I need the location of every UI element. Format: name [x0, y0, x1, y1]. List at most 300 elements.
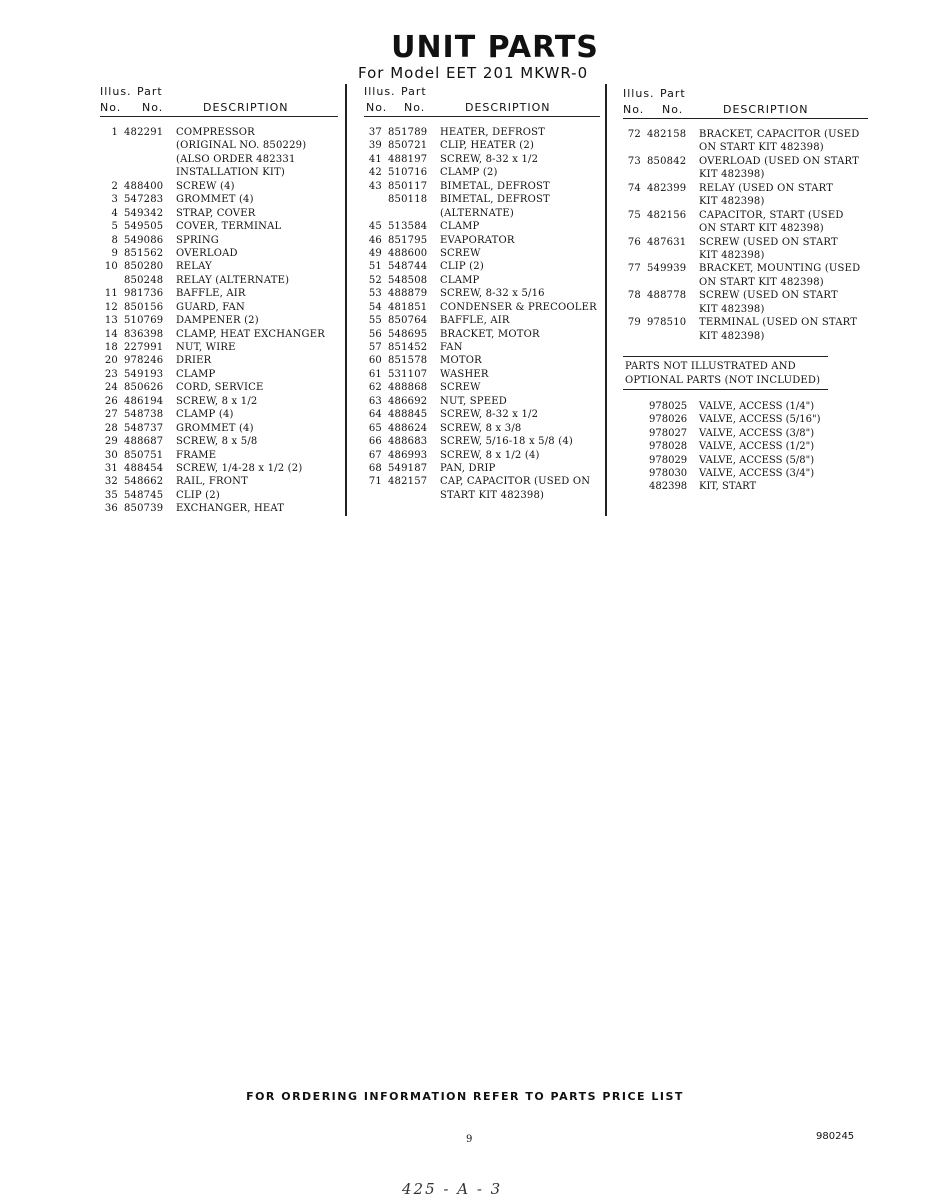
- part-description: BRACKET, MOTOR: [440, 328, 540, 340]
- illus-number: 31: [104, 462, 118, 474]
- illus-number: 68: [368, 462, 382, 474]
- table-row: [100, 220, 338, 233]
- parts-list: [100, 126, 338, 516]
- table-row: [100, 408, 338, 421]
- table-row: [364, 314, 600, 327]
- part-description: GROMMET (4): [176, 194, 254, 206]
- table-row: [623, 480, 863, 493]
- table-row: [364, 449, 600, 462]
- column-divider: [345, 84, 347, 516]
- part-description: VALVE, ACCESS (3/4"): [699, 467, 815, 479]
- part-number: 486993: [388, 449, 428, 461]
- column-header: [623, 84, 868, 119]
- part-description: SCREW (USED ON START: [699, 290, 838, 302]
- part-number: 510716: [388, 167, 428, 179]
- part-number: 851578: [388, 355, 428, 367]
- part-description: CLAMP (2): [440, 167, 498, 179]
- part-number: 548738: [124, 409, 164, 421]
- table-row: [623, 440, 863, 453]
- part-header-top: Part: [137, 85, 163, 98]
- part-number: 851452: [388, 342, 428, 353]
- part-number: 488879: [388, 288, 428, 300]
- model-subtitle: For Model EET 201 MKWR-0: [358, 64, 589, 82]
- table-row: [623, 222, 868, 235]
- table-row: [623, 316, 868, 329]
- part-description: BAFFLE, AIR: [176, 288, 246, 300]
- illus-number: 18: [104, 342, 118, 353]
- column-divider: [605, 84, 607, 516]
- table-row: [100, 462, 338, 475]
- part-number: 978028: [649, 441, 688, 453]
- part-description: OVERLOAD (USED ON START: [699, 155, 859, 167]
- part-description: CLAMP: [440, 274, 480, 286]
- table-row: [623, 454, 863, 467]
- part-description: SCREW, 8 x 3/8: [440, 422, 522, 434]
- part-description: SCREW: [440, 382, 481, 394]
- part-description: COMPRESSOR: [176, 127, 255, 138]
- table-row: [100, 207, 338, 220]
- optional-parts-title: [623, 356, 828, 390]
- part-header-top: Part: [660, 87, 686, 100]
- table-row: [100, 489, 338, 502]
- part-number: 488197: [388, 153, 428, 165]
- part-description: SCREW, 5/16-18 x 5/8 (4): [440, 436, 574, 448]
- illus-number: 64: [368, 409, 382, 421]
- part-description: KIT, START: [699, 481, 757, 493]
- illus-number: 3: [111, 194, 118, 206]
- table-row: [100, 354, 338, 367]
- part-description: PAN, DRIP: [440, 462, 496, 474]
- part-description: ON START KIT 482398): [699, 142, 824, 154]
- table-row: [364, 489, 600, 502]
- illus-number: 75: [627, 209, 641, 221]
- part-number: 851789: [388, 127, 428, 138]
- table-row: [100, 301, 338, 314]
- part-description: CLAMP: [440, 221, 480, 233]
- illus-number: 57: [368, 342, 382, 353]
- part-description: VALVE, ACCESS (1/4"): [699, 401, 815, 412]
- table-row: [364, 354, 600, 367]
- part-description: BIMETAL, DEFROST: [440, 194, 550, 206]
- illus-header-bottom: No.: [623, 103, 645, 116]
- part-description: SCREW (USED ON START: [699, 236, 838, 248]
- illus-number: 32: [104, 476, 118, 488]
- part-number: 488845: [388, 409, 428, 421]
- illus-number: 4: [111, 207, 118, 219]
- page-number: 9: [466, 1134, 473, 1145]
- part-number: 978029: [649, 454, 688, 466]
- table-row: [364, 422, 600, 435]
- part-description: FAN: [440, 342, 463, 353]
- table-row: [364, 207, 600, 220]
- part-header-bottom: No.: [662, 103, 684, 116]
- part-header-bottom: No.: [404, 101, 426, 114]
- parts-list: [623, 128, 868, 343]
- illus-number: 43: [368, 180, 382, 192]
- part-description: SPRING: [176, 234, 219, 246]
- table-row: [100, 180, 338, 193]
- part-description: START KIT 482398): [440, 489, 545, 501]
- illus-number: 12: [104, 301, 118, 313]
- illus-number: 77: [627, 263, 641, 275]
- part-description: CLAMP (4): [176, 409, 234, 421]
- part-number: 548745: [124, 489, 164, 501]
- part-description: CAP, CAPACITOR (USED ON: [440, 476, 591, 488]
- illus-number: 14: [104, 328, 118, 340]
- illus-number: 5: [111, 221, 118, 233]
- part-description: CLAMP: [176, 368, 216, 380]
- column-header: [100, 82, 338, 117]
- part-number: 488778: [647, 290, 687, 302]
- part-description: VALVE, ACCESS (1/2"): [699, 441, 815, 453]
- table-row: [100, 422, 338, 435]
- illus-number: 36: [104, 503, 118, 515]
- part-description: KIT 482398): [699, 330, 765, 342]
- part-number: 482158: [647, 129, 687, 140]
- part-description: RELAY (USED ON START: [699, 182, 834, 194]
- part-description: CLIP (2): [176, 489, 220, 501]
- part-description: KIT 482398): [699, 196, 765, 208]
- part-description: SCREW, 1/4-28 x 1/2 (2): [176, 462, 303, 474]
- part-number: 547283: [124, 194, 164, 206]
- part-number: 978027: [649, 427, 688, 439]
- illus-number: 72: [627, 129, 641, 140]
- part-description: RAIL, FRONT: [176, 476, 248, 488]
- illus-number: 79: [627, 317, 641, 329]
- part-description: COVER, TERMINAL: [176, 221, 282, 233]
- illus-number: 63: [368, 395, 382, 407]
- part-number: 850156: [124, 301, 164, 313]
- part-number: 487631: [647, 236, 687, 248]
- part-number: 482156: [647, 209, 687, 221]
- illus-number: 35: [104, 489, 118, 501]
- part-number: 850842: [647, 155, 687, 167]
- part-number: 481851: [388, 301, 428, 313]
- table-row: [364, 287, 600, 300]
- part-number: 488868: [388, 382, 428, 394]
- part-number: 549193: [124, 368, 164, 380]
- description-header: DESCRIPTION: [465, 101, 551, 114]
- part-description: ON START KIT 482398): [699, 276, 824, 288]
- part-number: 482291: [124, 127, 164, 138]
- part-description: INSTALLATION KIT): [176, 167, 285, 179]
- table-row: [364, 301, 600, 314]
- part-number: 981736: [124, 288, 164, 300]
- table-row: [364, 234, 600, 247]
- illus-number: 76: [627, 236, 641, 248]
- table-row: [623, 467, 863, 480]
- part-description: BAFFLE, AIR: [440, 315, 510, 327]
- table-row: [623, 289, 868, 302]
- part-description: VALVE, ACCESS (5/8"): [699, 454, 815, 466]
- illus-header-top: Illus.: [364, 85, 396, 98]
- part-number: 488683: [388, 436, 428, 448]
- table-row: [100, 475, 338, 488]
- illus-number: 41: [368, 153, 382, 165]
- part-number: 549342: [124, 207, 164, 219]
- table-row: [364, 153, 600, 166]
- part-number: 227991: [124, 342, 164, 353]
- part-number: 850721: [388, 140, 428, 152]
- part-description: KIT 482398): [699, 303, 765, 315]
- illus-number: 74: [627, 182, 641, 194]
- part-number: 510769: [124, 315, 164, 327]
- description-header: DESCRIPTION: [203, 101, 289, 114]
- illus-number: 10: [104, 261, 118, 273]
- illus-number: 49: [368, 247, 382, 259]
- illus-header-top: Illus.: [623, 87, 655, 100]
- part-number: 488454: [124, 462, 164, 474]
- part-description: BIMETAL, DEFROST: [440, 180, 550, 192]
- part-description: RELAY: [176, 261, 212, 273]
- illus-number: 24: [104, 382, 118, 394]
- part-number: 850764: [388, 315, 428, 327]
- illus-header-top: Illus.: [100, 85, 132, 98]
- table-row: [364, 435, 600, 448]
- handwritten-note: 425 - A - 3: [402, 1180, 503, 1198]
- part-number: 851562: [124, 247, 164, 259]
- table-row: [623, 262, 868, 275]
- part-number: 978025: [649, 401, 688, 412]
- part-number: 488400: [124, 180, 164, 192]
- part-description: SCREW, 8-32 x 5/16: [440, 288, 545, 300]
- table-row: [100, 287, 338, 300]
- illus-number: 66: [368, 436, 382, 448]
- illus-number: 9: [111, 247, 118, 259]
- part-description: CLAMP, HEAT EXCHANGER: [176, 328, 325, 340]
- part-description: BRACKET, MOUNTING (USED: [699, 263, 861, 275]
- table-row: [364, 274, 600, 287]
- illus-number: 27: [104, 409, 118, 421]
- ordering-footer: FOR ORDERING INFORMATION REFER TO PARTS PRICE LIST: [246, 1090, 684, 1103]
- part-number: 978510: [647, 317, 687, 329]
- column-header: [364, 82, 600, 117]
- part-number: 482398: [649, 481, 688, 493]
- table-row: [364, 408, 600, 421]
- table-row: [100, 247, 338, 260]
- part-header-top: Part: [401, 85, 427, 98]
- optional-parts-title-line1: PARTS NOT ILLUSTRATED AND: [625, 361, 796, 372]
- illus-number: 56: [368, 328, 382, 340]
- table-row: [100, 126, 338, 139]
- part-number: 548695: [388, 328, 428, 340]
- illus-number: 30: [104, 449, 118, 461]
- optional-parts-title-line2: OPTIONAL PARTS (NOT INCLUDED): [625, 374, 821, 386]
- part-number: 978026: [649, 414, 688, 426]
- illus-number: 1: [111, 127, 118, 138]
- illus-number: 2: [111, 180, 118, 192]
- table-row: [100, 449, 338, 462]
- part-number: 850118: [388, 194, 428, 206]
- part-description: GUARD, FAN: [176, 301, 245, 313]
- table-row: [364, 180, 600, 193]
- table-row: [100, 166, 338, 179]
- part-number: 978246: [124, 355, 164, 367]
- table-row: [100, 395, 338, 408]
- table-row: [100, 381, 338, 394]
- part-number: 549086: [124, 234, 164, 246]
- table-row: [623, 249, 868, 262]
- table-row: [623, 168, 868, 181]
- table-row: [100, 368, 338, 381]
- table-row: [364, 462, 600, 475]
- part-number: 850117: [388, 180, 428, 192]
- part-description: CAPACITOR, START (USED: [699, 209, 844, 221]
- illus-number: 8: [111, 234, 118, 246]
- optional-parts-list: [623, 400, 863, 494]
- table-row: [623, 195, 868, 208]
- illus-number: 45: [368, 221, 382, 233]
- part-number: 548744: [388, 261, 428, 273]
- part-number: 548737: [124, 422, 164, 434]
- illus-number: 61: [368, 368, 382, 380]
- illus-number: 60: [368, 355, 382, 367]
- table-row: [623, 400, 863, 413]
- part-description: SCREW (4): [176, 180, 235, 192]
- illus-number: 20: [104, 355, 118, 367]
- table-row: [364, 260, 600, 273]
- table-row: [100, 328, 338, 341]
- part-description: RELAY (ALTERNATE): [176, 274, 290, 286]
- part-number: 549187: [388, 462, 428, 474]
- parts-list: [364, 126, 600, 502]
- table-row: [364, 395, 600, 408]
- part-description: FRAME: [176, 449, 217, 461]
- table-row: [623, 182, 868, 195]
- table-row: [364, 341, 600, 354]
- part-number: 851795: [388, 234, 428, 246]
- part-number: 488624: [388, 422, 428, 434]
- table-row: [100, 153, 338, 166]
- table-row: [364, 328, 600, 341]
- table-row: [623, 413, 863, 426]
- page-title: UNIT PARTS: [391, 30, 599, 65]
- table-row: [623, 141, 868, 154]
- table-row: [623, 330, 868, 343]
- table-row: [623, 303, 868, 316]
- part-number: 548508: [388, 274, 428, 286]
- illus-number: 46: [368, 234, 382, 246]
- part-description: NUT, SPEED: [440, 395, 507, 407]
- illus-number: 23: [104, 368, 118, 380]
- illus-number: 54: [368, 301, 382, 313]
- illus-number: 52: [368, 274, 382, 286]
- table-row: [364, 220, 600, 233]
- table-row: [364, 381, 600, 394]
- table-row: [364, 166, 600, 179]
- illus-number: 13: [104, 315, 118, 327]
- illus-number: 62: [368, 382, 382, 394]
- part-number: 482157: [388, 476, 428, 488]
- part-description: SCREW: [440, 247, 481, 259]
- part-description: (ALTERNATE): [440, 207, 514, 219]
- part-number: 549939: [647, 263, 687, 275]
- part-description: GROMMET (4): [176, 422, 254, 434]
- part-description: (ALSO ORDER 482331: [176, 153, 296, 165]
- part-description: SCREW, 8-32 x 1/2: [440, 153, 539, 165]
- table-row: [623, 276, 868, 289]
- illus-number: 73: [627, 155, 641, 167]
- illus-number: 55: [368, 315, 382, 327]
- part-number: 513584: [388, 221, 428, 233]
- part-description: VALVE, ACCESS (5/16"): [699, 414, 821, 426]
- part-description: SCREW, 8-32 x 1/2: [440, 409, 539, 421]
- part-number: 836398: [124, 328, 164, 340]
- table-row: [623, 236, 868, 249]
- table-row: [100, 193, 338, 206]
- part-description: CLIP (2): [440, 261, 484, 273]
- document-number: 980245: [816, 1131, 855, 1142]
- part-description: DRIER: [176, 355, 212, 367]
- part-description: KIT 482398): [699, 249, 765, 261]
- illus-number: 53: [368, 288, 382, 300]
- part-description: STRAP, COVER: [176, 207, 256, 219]
- part-number: 488600: [388, 247, 428, 259]
- table-row: [100, 314, 338, 327]
- part-description: DAMPENER (2): [176, 315, 259, 327]
- part-number: 850280: [124, 261, 164, 273]
- part-number: 850626: [124, 382, 164, 394]
- part-number: 549505: [124, 221, 164, 233]
- part-description: WASHER: [440, 368, 489, 380]
- table-row: [100, 502, 338, 515]
- part-number: 850248: [124, 274, 164, 286]
- part-number: 488687: [124, 436, 164, 448]
- description-header: DESCRIPTION: [723, 103, 809, 116]
- optional-parts-section: [623, 356, 828, 493]
- part-description: SCREW, 8 x 1/2 (4): [440, 449, 540, 461]
- table-row: [623, 155, 868, 168]
- part-description: BRACKET, CAPACITOR (USED: [699, 129, 860, 140]
- table-row: [364, 139, 600, 152]
- table-row: [623, 128, 868, 141]
- part-description: ON START KIT 482398): [699, 223, 824, 235]
- part-header-bottom: No.: [142, 101, 164, 114]
- part-number: 531107: [388, 368, 428, 380]
- illus-number: 78: [627, 290, 641, 302]
- illus-number: 42: [368, 167, 382, 179]
- part-description: CORD, SERVICE: [176, 382, 264, 394]
- part-number: 850739: [124, 503, 164, 515]
- illus-number: 51: [368, 261, 382, 273]
- table-row: [623, 209, 868, 222]
- part-number: 486194: [124, 395, 164, 407]
- table-row: [100, 234, 338, 247]
- part-number: 486692: [388, 395, 428, 407]
- table-row: [623, 427, 863, 440]
- part-number: 482399: [647, 182, 687, 194]
- part-description: KIT 482398): [699, 169, 765, 181]
- illus-number: 71: [368, 476, 382, 488]
- part-description: EVAPORATOR: [440, 234, 515, 246]
- part-description: CLIP, HEATER (2): [440, 140, 535, 152]
- part-description: CONDENSER & PRECOOLER: [440, 301, 597, 313]
- illus-number: 67: [368, 449, 382, 461]
- part-description: VALVE, ACCESS (3/8"): [699, 427, 815, 439]
- illus-number: 29: [104, 436, 118, 448]
- part-description: EXCHANGER, HEAT: [176, 503, 285, 515]
- table-row: [100, 274, 338, 287]
- table-row: [364, 126, 600, 139]
- table-row: [364, 247, 600, 260]
- table-row: [100, 435, 338, 448]
- illus-number: 26: [104, 395, 118, 407]
- part-number: 978030: [649, 467, 688, 479]
- table-row: [364, 193, 600, 206]
- part-description: HEATER, DEFROST: [440, 127, 546, 138]
- part-number: 850751: [124, 449, 164, 461]
- part-description: (ORIGINAL NO. 850229): [176, 140, 307, 152]
